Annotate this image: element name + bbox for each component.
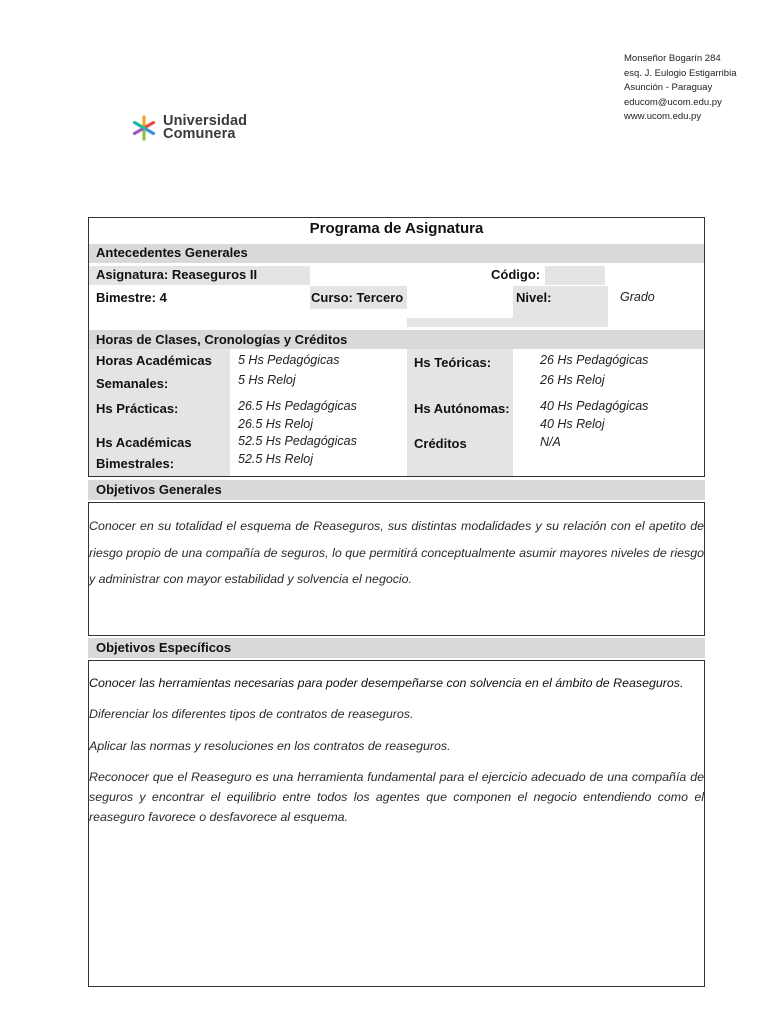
hs-practicas-value: 26.5 Hs Pedagógicas <box>238 399 357 413</box>
horas-academicas-label: Horas Académicas <box>96 353 212 368</box>
objetivo-item: Reconocer que el Reaseguro es una herramienta fundamental para el ejercicio adecuado de una compañía de seguros y encontrar el equilibrio entre todos los agentes que componen el negocio entendiendo como el reaseguro favorece o desfavorece al esquema. <box>89 770 704 824</box>
horas-header: Horas de Clases, Cronologías y Créditos <box>96 332 348 347</box>
hs-autonomas-value: 40 Hs Reloj <box>540 417 605 431</box>
university-logo <box>130 114 247 142</box>
email-line: educom@ucom.edu.py <box>624 96 722 108</box>
hs-bimestrales-label: Hs Académicas <box>96 435 192 450</box>
nivel-label: Nivel: <box>516 290 552 305</box>
creditos-value: N/A <box>540 435 561 449</box>
page-title: Programa de Asignatura <box>309 220 484 237</box>
objetivos-generales-text: Conocer en su totalidad el esquema de Reaseguros, sus distintas modalidades y su relación con el apetito de riesgo propio de una compañía de seguros, lo que permitirá conceptualmente asumir mayores niveles de riesgo y administrar con mayor estabilidad y solvencia el negocio. <box>89 519 704 586</box>
objetivo-item: Conocer las herramientas necesarias para poder desempeñarse con solvencia en el ámbito de Reaseguros. <box>89 676 684 690</box>
asignatura-field: Asignatura: Reaseguros II <box>96 267 258 282</box>
hs-teoricas-label: Hs Teóricas: <box>414 355 492 370</box>
hs-bimestrales-value: 52.5 Hs Reloj <box>238 452 314 466</box>
logo-line-1: Universidad <box>163 113 248 129</box>
address-line: esq. J. Eulogio Estigarribia <box>624 67 737 79</box>
objetivos-generales-title: Objetivos Generales <box>96 482 222 497</box>
horas-academicas-value: 5 Hs Reloj <box>238 373 296 387</box>
website-line: www.ucom.edu.py <box>624 111 702 122</box>
hs-teoricas-value: 26 Hs Reloj <box>540 373 605 387</box>
objetivos-especificos-title: Objetivos Específicos <box>96 640 232 655</box>
objetivos-generales-box <box>88 502 705 636</box>
codigo-label: Código: <box>491 267 541 282</box>
hs-autonomas-value: 40 Hs Pedagógicas <box>540 399 649 413</box>
hs-practicas-label: Hs Prácticas: <box>96 401 179 416</box>
nivel-value: Grado <box>620 290 655 304</box>
antecedentes-header: Antecedentes Generales <box>96 245 248 260</box>
program-table <box>88 217 705 477</box>
spacer-bg <box>407 318 513 327</box>
curso-field: Curso: Tercero <box>311 290 404 305</box>
logo-text <box>163 115 247 141</box>
objetivo-item: Aplicar las normas y resoluciones en los contratos de reaseguros. <box>89 739 451 753</box>
address-line: Asunción - Paraguay <box>624 82 713 93</box>
hs-bimestrales-label-2: Bimestrales: <box>96 456 175 471</box>
bimestre-field: Bimestre: 4 <box>96 290 167 305</box>
asterisk-logo-icon <box>130 114 158 142</box>
horas-academicas-value: 5 Hs Pedagógicas <box>238 353 340 367</box>
objetivo-item: Diferenciar los diferentes tipos de contratos de reaseguros. <box>89 707 414 721</box>
horas-academicas-label-2: Semanales: <box>96 376 169 391</box>
logo-line-2: Comunera <box>163 126 236 142</box>
hs-teoricas-value: 26 Hs Pedagógicas <box>540 353 649 367</box>
objetivos-especificos-box <box>88 660 705 987</box>
objetivos-generales-header <box>88 480 705 500</box>
creditos-label: Créditos <box>414 436 467 451</box>
hs-bimestrales-value: 52.5 Hs Pedagógicas <box>238 434 357 448</box>
address-block <box>624 52 736 125</box>
hs-practicas-value: 26.5 Hs Reloj <box>238 417 314 431</box>
objetivos-especificos-header <box>88 638 705 658</box>
codigo-value-bg <box>545 266 605 285</box>
address-line: Monseñor Bogarín 284 <box>624 53 721 64</box>
hs-autonomas-label: Hs Autónomas: <box>414 401 510 416</box>
